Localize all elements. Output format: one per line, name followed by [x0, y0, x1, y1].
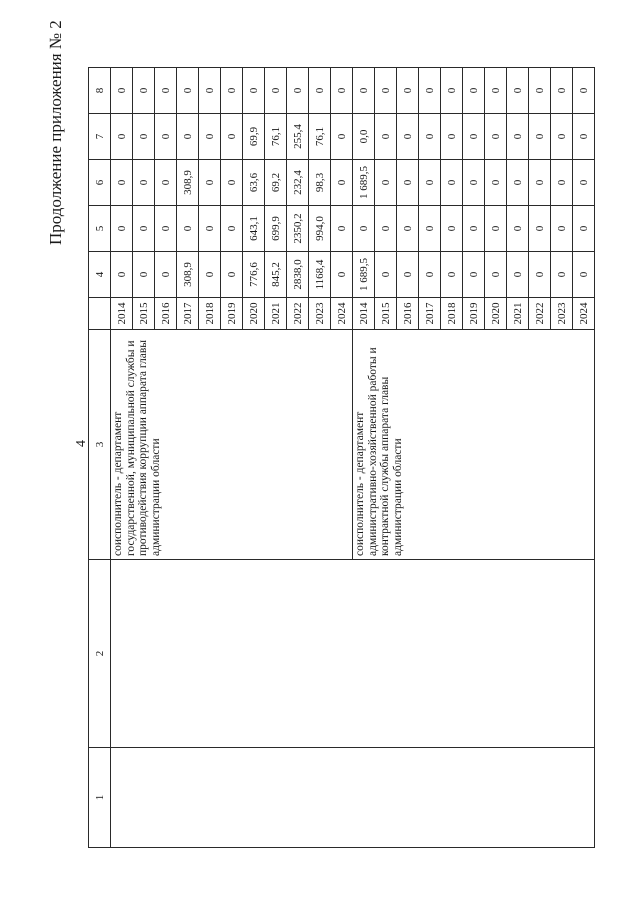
year-cell: 2024 [331, 298, 353, 330]
value-cell: 0 [485, 114, 507, 160]
value-cell: 0 [485, 68, 507, 114]
value-cell: 994,0 [309, 206, 331, 252]
value-cell: 0 [375, 160, 397, 206]
column-header: 5 [89, 206, 111, 252]
year-cell: 2019 [463, 298, 485, 330]
value-cell: 0 [331, 68, 353, 114]
value-cell: 0 [177, 114, 199, 160]
year-cell: 2022 [287, 298, 309, 330]
value-cell: 308,9 [177, 160, 199, 206]
value-cell: 76,1 [265, 114, 287, 160]
value-cell: 98,3 [309, 160, 331, 206]
value-cell: 0 [419, 160, 441, 206]
value-cell: 255,4 [287, 114, 309, 160]
year-cell: 2022 [529, 298, 551, 330]
value-cell: 0 [221, 160, 243, 206]
value-cell: 69,2 [265, 160, 287, 206]
total-cell: 0 [507, 252, 529, 298]
value-cell: 0 [331, 114, 353, 160]
side-cell-col2 [111, 560, 595, 748]
year-cell: 2021 [265, 298, 287, 330]
value-cell: 0,0 [353, 114, 375, 160]
total-cell: 0 [419, 252, 441, 298]
value-cell: 0 [155, 160, 177, 206]
value-cell: 0 [397, 68, 419, 114]
value-cell: 0 [507, 68, 529, 114]
value-cell: 0 [441, 206, 463, 252]
year-cell: 2015 [133, 298, 155, 330]
value-cell: 0 [111, 206, 133, 252]
budget-table [88, 67, 595, 848]
value-cell: 0 [199, 68, 221, 114]
value-cell: 0 [529, 114, 551, 160]
side-cell-col1 [111, 748, 595, 848]
value-cell: 0 [397, 114, 419, 160]
year-cell: 2016 [155, 298, 177, 330]
total-cell: 845,2 [265, 252, 287, 298]
column-header: 7 [89, 114, 111, 160]
value-cell: 0 [485, 206, 507, 252]
value-cell: 0 [111, 114, 133, 160]
year-cell: 2017 [419, 298, 441, 330]
value-cell: 0 [375, 114, 397, 160]
total-cell: 0 [133, 252, 155, 298]
value-cell: 0 [133, 160, 155, 206]
appendix-title: Продолжение приложения № 2 [46, 20, 65, 245]
value-cell: 0 [155, 114, 177, 160]
value-cell: 0 [155, 206, 177, 252]
value-cell: 0 [133, 206, 155, 252]
column-header: 3 [89, 330, 111, 560]
year-cell: 2023 [309, 298, 331, 330]
value-cell: 0 [243, 68, 265, 114]
value-cell: 699,9 [265, 206, 287, 252]
value-cell: 0 [199, 160, 221, 206]
value-cell: 643,1 [243, 206, 265, 252]
value-cell: 0 [529, 206, 551, 252]
value-cell: 0 [419, 68, 441, 114]
year-cell: 2014 [353, 298, 375, 330]
page-number: 4 [74, 440, 89, 447]
value-cell: 0 [529, 68, 551, 114]
total-cell: 0 [485, 252, 507, 298]
table-row [111, 68, 133, 848]
value-cell: 0 [133, 68, 155, 114]
value-cell: 0 [551, 206, 573, 252]
value-cell: 0 [441, 114, 463, 160]
value-cell: 0 [529, 160, 551, 206]
value-cell: 0 [463, 160, 485, 206]
value-cell: 0 [375, 68, 397, 114]
value-cell: 0 [177, 206, 199, 252]
value-cell: 0 [485, 160, 507, 206]
column-header: 1 [89, 748, 111, 848]
value-cell: 0 [463, 206, 485, 252]
total-cell: 1 689,5 [353, 252, 375, 298]
value-cell: 0 [507, 114, 529, 160]
total-cell: 0 [441, 252, 463, 298]
year-cell: 2019 [221, 298, 243, 330]
column-header: 8 [89, 68, 111, 114]
total-cell: 0 [331, 252, 353, 298]
year-cell: 2018 [199, 298, 221, 330]
value-cell: 0 [419, 206, 441, 252]
value-cell: 0 [111, 68, 133, 114]
value-cell: 0 [375, 206, 397, 252]
value-cell: 0 [155, 68, 177, 114]
value-cell: 0 [573, 160, 595, 206]
value-cell: 0 [419, 114, 441, 160]
year-cell: 2015 [375, 298, 397, 330]
table-body [89, 68, 595, 848]
total-cell: 0 [199, 252, 221, 298]
value-cell: 0 [397, 206, 419, 252]
column-header: 4 [89, 252, 111, 298]
value-cell: 0 [199, 114, 221, 160]
value-cell: 0 [397, 160, 419, 206]
value-cell: 0 [353, 68, 375, 114]
value-cell: 0 [287, 68, 309, 114]
value-cell: 0 [177, 68, 199, 114]
value-cell: 0 [573, 68, 595, 114]
value-cell: 0 [221, 114, 243, 160]
value-cell: 0 [111, 160, 133, 206]
year-cell: 2020 [485, 298, 507, 330]
value-cell: 0 [507, 160, 529, 206]
value-cell: 0 [551, 160, 573, 206]
value-cell: 0 [507, 206, 529, 252]
value-cell: 0 [353, 206, 375, 252]
value-cell: 69,9 [243, 114, 265, 160]
value-cell: 1 689,5 [353, 160, 375, 206]
value-cell: 0 [221, 206, 243, 252]
value-cell: 0 [573, 206, 595, 252]
column-header: 2 [89, 560, 111, 748]
column-header: 6 [89, 160, 111, 206]
value-cell: 0 [331, 206, 353, 252]
value-cell: 232,4 [287, 160, 309, 206]
total-cell: 1168,4 [309, 252, 331, 298]
value-cell: 0 [309, 68, 331, 114]
year-cell: 2023 [551, 298, 573, 330]
value-cell: 0 [199, 206, 221, 252]
executor-name: соисполнитель - департамент государственной, муниципальной службы и противодействия коррупции аппарата главы администрации области [111, 330, 353, 560]
value-cell: 0 [573, 114, 595, 160]
total-cell: 0 [463, 252, 485, 298]
value-cell: 0 [221, 68, 243, 114]
value-cell: 76,1 [309, 114, 331, 160]
value-cell: 2350,2 [287, 206, 309, 252]
total-cell: 0 [551, 252, 573, 298]
year-cell: 2014 [111, 298, 133, 330]
total-cell: 0 [529, 252, 551, 298]
year-cell: 2017 [177, 298, 199, 330]
value-cell: 63,6 [243, 160, 265, 206]
value-cell: 0 [463, 114, 485, 160]
year-cell: 2024 [573, 298, 595, 330]
year-cell: 2020 [243, 298, 265, 330]
total-cell: 0 [397, 252, 419, 298]
value-cell: 0 [133, 114, 155, 160]
value-cell: 0 [463, 68, 485, 114]
year-cell: 2016 [397, 298, 419, 330]
column-number-row [89, 68, 111, 848]
total-cell: 0 [111, 252, 133, 298]
year-cell: 2018 [441, 298, 463, 330]
total-cell: 0 [155, 252, 177, 298]
total-cell: 0 [573, 252, 595, 298]
executor-name: соисполнитель - департамент административно-хозяйственной работы и контрактной службы аппарата главы администрации области [353, 330, 595, 560]
total-cell: 0 [375, 252, 397, 298]
total-cell: 308,9 [177, 252, 199, 298]
total-cell: 2838,0 [287, 252, 309, 298]
value-cell: 0 [331, 160, 353, 206]
value-cell: 0 [441, 160, 463, 206]
value-cell: 0 [551, 114, 573, 160]
value-cell: 0 [441, 68, 463, 114]
column-header-year [89, 298, 111, 330]
value-cell: 0 [265, 68, 287, 114]
total-cell: 776,6 [243, 252, 265, 298]
total-cell: 0 [221, 252, 243, 298]
value-cell: 0 [551, 68, 573, 114]
year-cell: 2021 [507, 298, 529, 330]
